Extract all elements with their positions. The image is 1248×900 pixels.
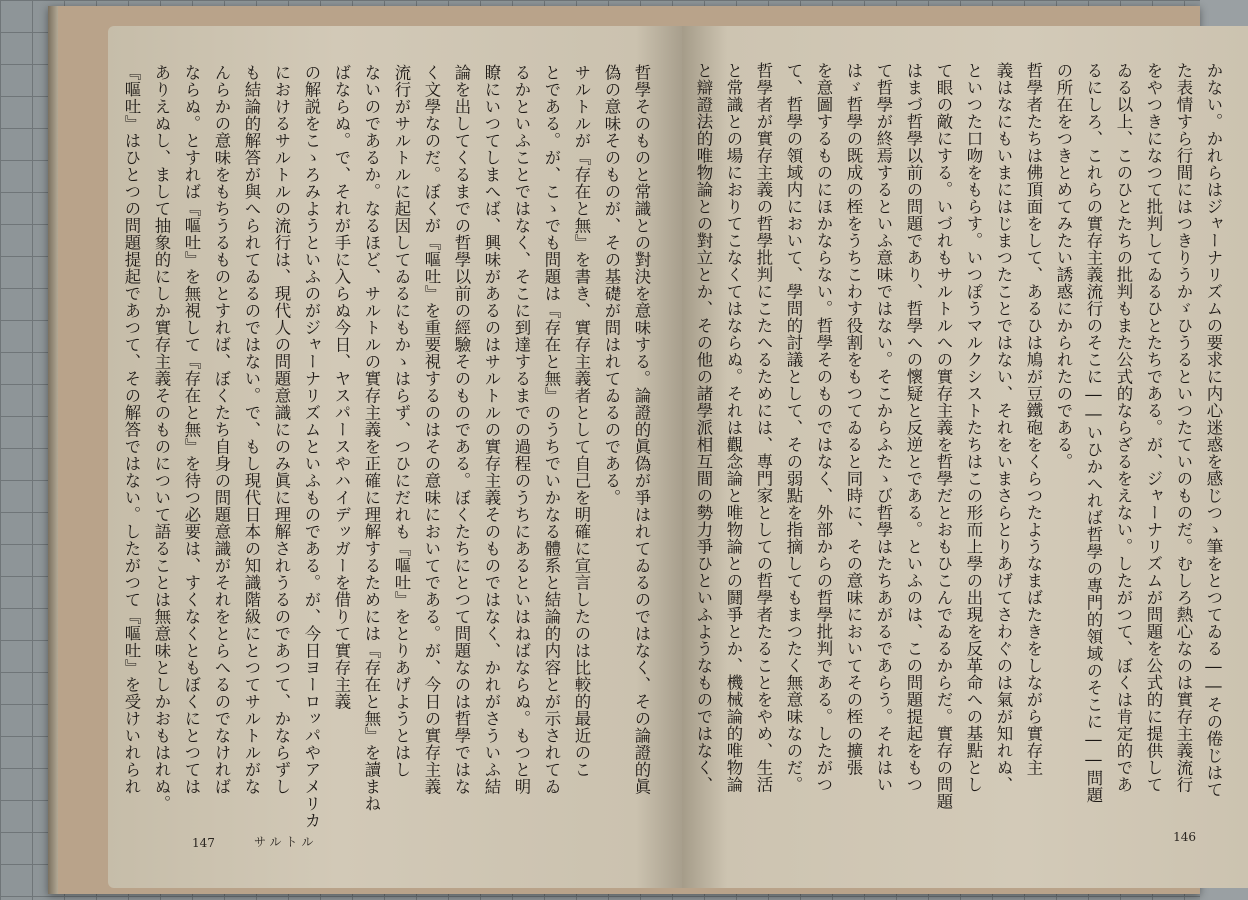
text-line: て哲學が終焉するといふ意味ではない。そこからふたゝび哲學はたちあがるであらう。それはい <box>874 62 893 793</box>
text-line: かない。かれらはジャーナリズムの要求に内心迷惑を感じつゝ筆をとつてゐる――その倦じはて <box>1204 62 1223 799</box>
text-line: るにしろ、これらの實存主義流行のそこに――いひかへれば哲學の專門的領域のそこに――問題 <box>1084 62 1103 804</box>
text-line: ないのであるか。なるほど、サルトルの實存主義を正確に理解するためには『存在と無』を讀まね <box>362 64 381 812</box>
right-page <box>682 26 1248 888</box>
left-page-number: 147 <box>192 836 215 850</box>
text-line: サルトルが『存在と無』を書き、實存主義者として自己を明確に宣言したのは比較的最近のこ <box>572 64 591 778</box>
text-line: をやつきになつて批判してゐるひとたちである。が、ジャーナリズムが問題を公式的に提供して <box>1144 62 1163 793</box>
text-line: た表情すら行間にはつきりうかゞひうるといつたていのものだ。むしろ熱心なのは實存主義流行 <box>1174 62 1193 793</box>
text-line: 瞭にいつてしまへば、興味があるのはサルトルの實存主義そのものではなく、かれがさういふ結 <box>482 64 501 795</box>
left-page <box>108 26 682 888</box>
text-line: の所在をつきとめてみたい誘惑にかられたのである。 <box>1054 62 1073 470</box>
text-line: 義はなにもいまにはじまつたことではない、それをいまさらとりあげてさわぐのは氣が知れぬ、 <box>994 62 1013 793</box>
text-line: 『嘔吐』はひとつの問題提起であつて、その解答ではない。したがつて『嘔吐』を受けいれられ <box>122 64 141 795</box>
text-line: といつた口吻をもらす。いつぽうマルクシストたちはこの形而上學の出現を反革命への基點とし <box>964 62 983 793</box>
text-line: とである。が、こゝでも問題は『存在と無』のうちでいかなる體系と結論的内容とが示されてゐ <box>542 64 561 795</box>
text-line: を意圖するものにほかならない。哲學そのものではなく、外部からの哲學批判である。したがつ <box>814 62 833 793</box>
text-line: ありえぬし、まして抽象的にしか實存主義そのものについて語ることは無意味としかおもはれぬ。 <box>152 64 171 812</box>
text-line: んらかの意味をもちうるものとすれば、ぼくたち自身の問題意識がそれをとらへるのでなければ <box>212 64 231 795</box>
text-line: も結論的解答が與へられてゐるのではない。で、もし現代日本の知識階級にとつてサルトルがな <box>242 64 261 795</box>
text-line: の解説をこゝろみようといふのがジャーナリズムといふものである。が、今日ヨーロッパやアメリカ <box>302 64 321 829</box>
text-line: 偽の意味そのものが、その基礎が問はれてゐるのである。 <box>602 64 621 506</box>
open-book <box>48 6 1223 894</box>
text-line: 哲學そのものと常識との對決を意味する。論證的眞偽が爭はれてゐるのではなく、その論證的眞 <box>632 64 651 795</box>
right-page-text <box>694 62 1228 842</box>
text-line: るかといふことではなく、そこに到達するまでの過程のうちにあるといはねばならぬ。もつと明 <box>512 64 531 795</box>
text-line: はまづ哲學以前の問題であり、哲學への懷疑と反逆とである。といふのは、この問題提起をもつ <box>904 62 923 793</box>
text-line: て眼の敵にする。いづれもサルトルへの實存主義を哲學だとおもひこんでゐるからだ。實存の問題 <box>934 62 953 810</box>
running-title: サルトル <box>254 835 318 849</box>
left-page-text <box>122 64 656 829</box>
text-line: ならぬ。とすれば『嘔吐』を無視して『存在と無』を待つ必要は、すくなくともぼくにとつては <box>182 64 201 795</box>
text-line: 哲學者たちは佛頂面をして、あるひは鳩が豆鐵砲をくらつたようなまばたきをしながら實存主 <box>1024 62 1043 776</box>
book-edge <box>48 6 58 894</box>
text-line: 哲學者が實存主義の哲學批判にこたへるためには、專門家としての哲學者たることをやめ、生活 <box>754 62 773 793</box>
text-line: と常識との場におりてこなくてはならぬ。それは觀念論と唯物論との鬪爭とか、機械論的唯物論 <box>724 62 743 793</box>
text-line: と辯證法的唯物論との對立とか、その他の諸學派相互間の勢力爭ひといふようなものではなく、 <box>694 62 713 793</box>
text-line: ゐる以上、このひとたちの批判もまた公式的ならざるをえない。したがつて、ぼくは肯定的であ <box>1114 62 1133 793</box>
text-line: 論を出してくるまでの哲學以前の經驗そのものである。ぼくたちにとつて問題なのは哲學ではな <box>452 64 471 795</box>
text-line: はゞ哲學の既成の桎をうちこわす役割をもつてゐると同時に、その意味においてその桎の擴張 <box>844 62 863 776</box>
text-line: ばならぬ。で、それが手に入らぬ今日、ヤスパースやハイデッガーを借りて實存主義 <box>332 64 351 710</box>
text-line: 流行がサルトルに起因してゐるにもかゝはらず、つひにだれも『嘔吐』をとりあげようとはし <box>392 64 411 778</box>
text-line: におけるサルトルの流行は、現代人の問題意識にのみ眞に理解されうるのであつて、かならずし <box>272 64 291 795</box>
right-page-number: 146 <box>1173 830 1196 844</box>
text-line: く文學なのだ。ぼくが『嘔吐』を重要視するのはその意味においてである。が、今日の實存主義 <box>422 64 441 795</box>
text-line: て、哲學の領域内において、學問的討議として、その弱點を指摘してもまつたく無意味なのだ。 <box>784 62 803 793</box>
